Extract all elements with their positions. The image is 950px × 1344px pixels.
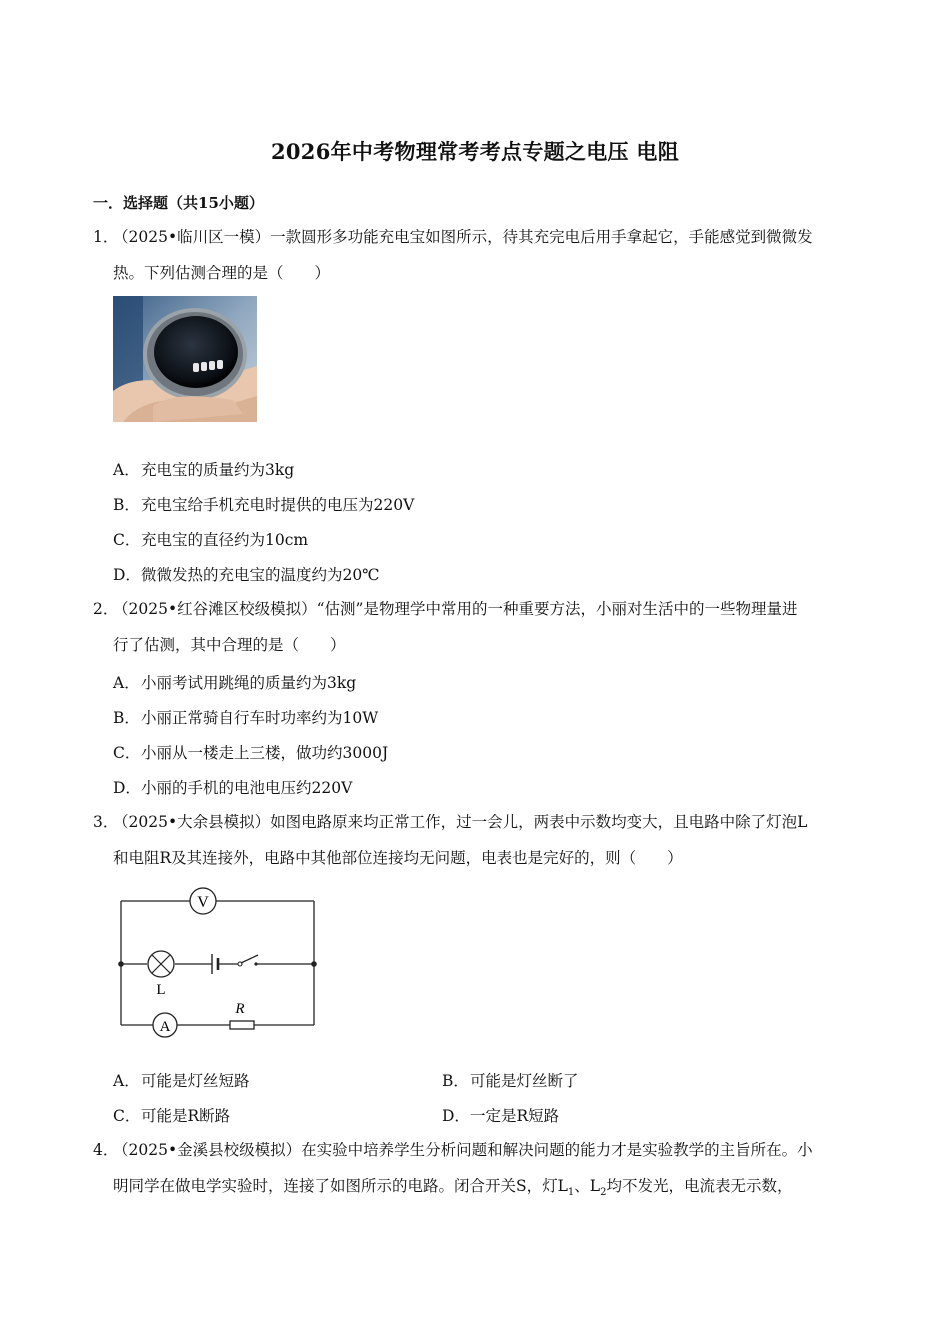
question-text-continued: 行了估测，其中合理的是（ ） <box>113 636 346 654</box>
page-title: 2026年中考物理常考考点专题之电压 电阻 <box>270 139 680 164</box>
question-number: 3． <box>93 813 119 831</box>
circuit-diagram <box>113 884 323 1044</box>
option-3b: B．可能是灯丝断了 <box>442 1072 579 1090</box>
option-1c: C．充电宝的直径约为10cm <box>113 531 309 549</box>
section-heading: 一．选择题（共15小题） <box>93 194 264 212</box>
option-2a: A．小丽考试用跳绳的质量约为3kg <box>113 674 357 692</box>
voltmeter-label: V <box>197 894 209 911</box>
option-2d: D．小丽的手机的电池电压约220V <box>113 779 353 797</box>
option-1a: A．充电宝的质量约为3kg <box>113 461 295 479</box>
resistor-symbol <box>230 1021 254 1029</box>
option-1b: B．充电宝给手机充电时提供的电压为220V <box>113 496 415 514</box>
question-1 <box>93 219 868 291</box>
question-number: 4． <box>93 1141 119 1159</box>
option-2b: B．小丽正常骑自行车时功率约为10W <box>113 709 379 727</box>
question-text: （2025•红谷滩区校级模拟）“估测”是物理学中常用的一种重要方法，小丽对生活中的一些物理量进 <box>113 600 798 618</box>
lamp-label: L <box>156 982 166 998</box>
switch-symbol <box>238 955 258 966</box>
option-2c: C．小丽从一楼走上三楼，做功约3000J <box>113 744 389 762</box>
question-3 <box>93 804 868 876</box>
question-text-continued: 明同学在做电学实验时，连接了如图所示的电路。闭合开关S，灯$L_1$、$L_2$均不发光，电流表无示数， <box>113 1177 793 1199</box>
question-4 <box>93 1132 868 1211</box>
option-3a: A．可能是灯丝短路 <box>113 1072 250 1090</box>
resistor-label: R <box>235 1001 245 1017</box>
question-text-continued: 热。下列估测合理的是（ ） <box>113 264 331 282</box>
question-number: 1． <box>93 228 119 246</box>
question-text: （2025•临川区一模）一款圆形多功能充电宝如图所示，待其充完电后用手拿起它，手能感觉到微微发 <box>113 228 813 246</box>
option-3d: D．一定是R短路 <box>442 1107 560 1125</box>
option-1d: D．微微发热的充电宝的温度约为20℃ <box>113 566 380 584</box>
question-text: （2025•大余县模拟）如图电路原来均正常工作，过一会儿，两表中示数均变大，且电路中除了灯泡L <box>113 813 808 831</box>
question-text: （2025•金溪县校级模拟）在实验中培养学生分析问题和解决问题的能力才是实验教学的主旨所在。小 <box>113 1141 813 1159</box>
question-text-continued: 和电阻R及其连接外，电路中其他部位连接均无问题，电表也是完好的，则（ ） <box>113 849 683 867</box>
option-3c: C．可能是R断路 <box>113 1107 231 1125</box>
battery-symbol <box>212 954 218 974</box>
question-2 <box>93 591 868 663</box>
lamp-symbol <box>148 951 174 977</box>
power-bank-photo <box>113 296 257 422</box>
question-number: 2． <box>93 600 119 618</box>
ammeter-label: A <box>159 1019 171 1035</box>
